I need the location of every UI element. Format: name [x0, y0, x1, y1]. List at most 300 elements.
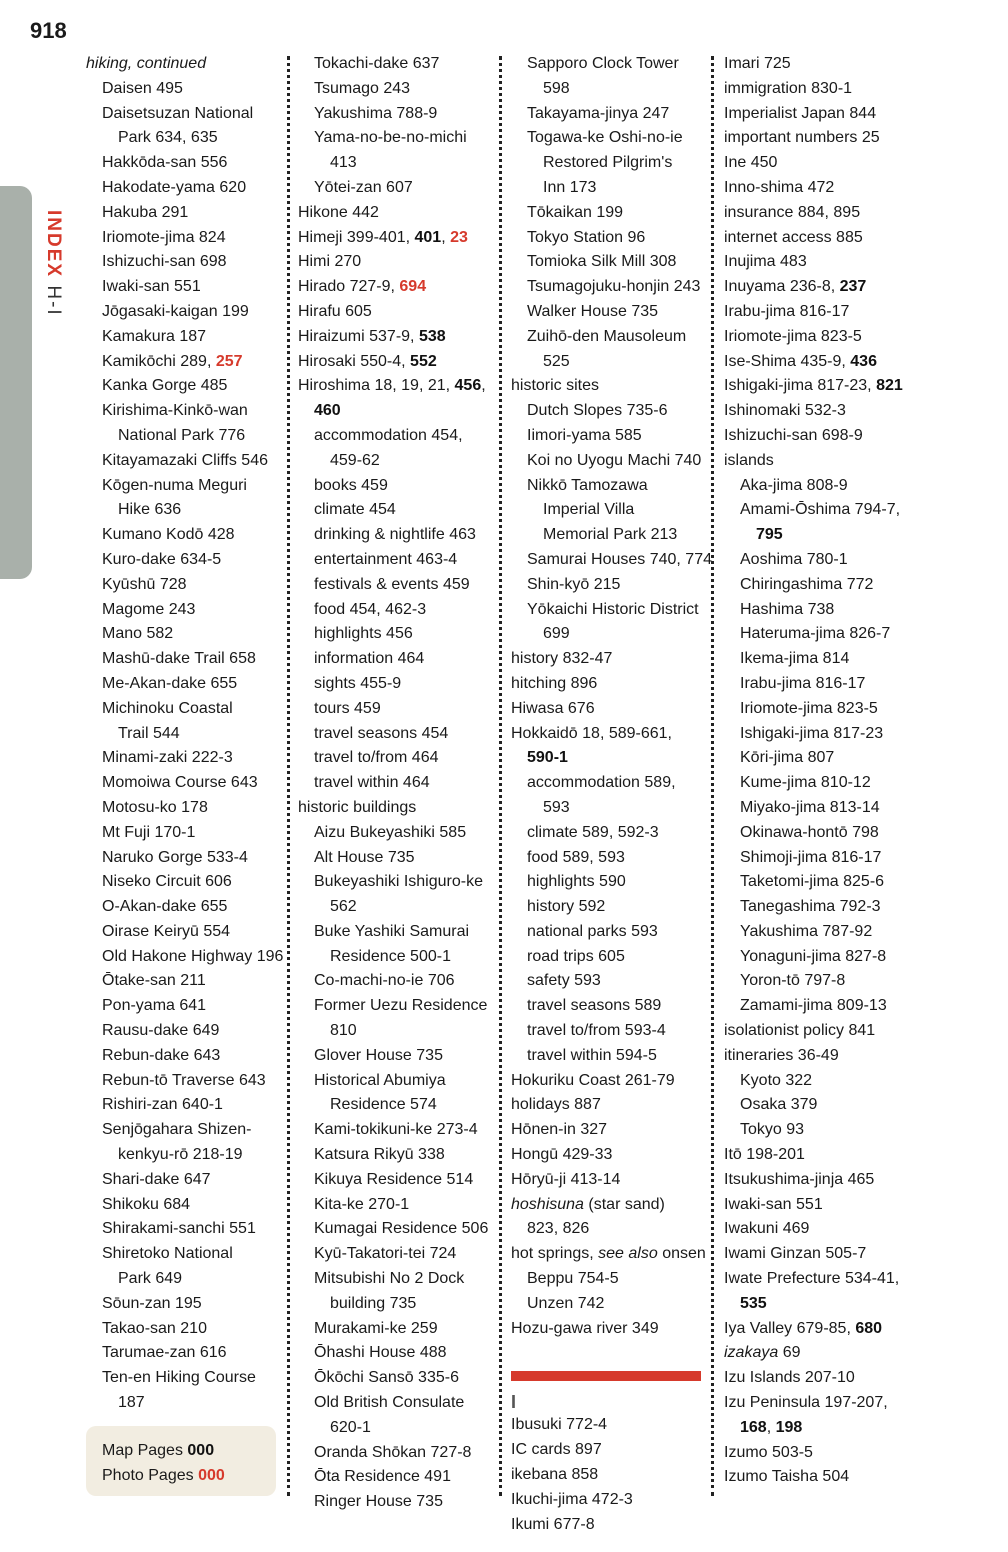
entry-text: important numbers 25 [724, 129, 880, 147]
entry-line [314, 1143, 488, 1168]
entry-text: 620-1 [330, 1418, 371, 1436]
index-subentry [86, 672, 276, 697]
index-subentry [298, 523, 488, 548]
entry-text: drinking & nightlife 463 [314, 526, 476, 544]
entry-text: Ikema-jima 814 [740, 650, 850, 668]
entry-text: Inn 173 [543, 178, 597, 196]
entry-line [314, 870, 488, 895]
entry-line [314, 746, 488, 771]
entry-text: Kyū-Takatori-tei 724 [314, 1245, 457, 1263]
entry-text: historic buildings [298, 798, 417, 816]
index-subentry [86, 399, 276, 449]
entry-line [724, 275, 914, 300]
index-subentry [298, 424, 488, 474]
index-subentry [511, 994, 701, 1019]
index-subentry [298, 1118, 488, 1143]
entry-text: Itō 198-201 [724, 1146, 805, 1164]
entry-line [314, 449, 488, 474]
entry-text: Irabu-jima 816-17 [724, 302, 850, 320]
index-entry [724, 250, 914, 275]
index-subentry [724, 1069, 914, 1094]
entry-text: Sōun-zan 195 [102, 1294, 202, 1312]
entry-text: Ōta Residence 491 [314, 1468, 451, 1486]
entry-text: Aizu Bukeyashiki 585 [314, 823, 467, 841]
index-entry [724, 1143, 914, 1168]
entry-text: Itsukushima-jinja 465 [724, 1170, 875, 1188]
entry-text: Yama-no-be-no-michi [314, 129, 467, 147]
entry-text: Ishigaki-jima 817-23 [740, 724, 884, 742]
entry-text: Rebun-tō Traverse 643 [102, 1071, 266, 1089]
entry-line [102, 945, 284, 970]
index-subentry [511, 325, 701, 375]
entry-line [527, 895, 701, 920]
entry-text: onsen [657, 1245, 706, 1263]
page-number: 918 [30, 18, 67, 43]
entry-text: Yakushima 788-9 [314, 104, 438, 122]
index-subentry [298, 821, 488, 846]
entry-text: , [441, 228, 451, 246]
index-entry [511, 1488, 701, 1513]
index-entry [724, 102, 914, 127]
index-subentry [298, 746, 488, 771]
index-subentry [511, 920, 701, 945]
entry-line [527, 969, 701, 994]
index-subentry [724, 821, 914, 846]
entry-text: hitching 896 [511, 674, 598, 692]
entry-line [314, 1292, 488, 1317]
entry-text: Historical Abumiya [314, 1071, 446, 1089]
entry-text: Kita-ke 270-1 [314, 1195, 410, 1213]
entry-text: (star sand) [583, 1195, 665, 1213]
entry-text: Hakkōda-san 556 [102, 154, 228, 172]
index-subentry [511, 126, 701, 200]
index-subentry [724, 573, 914, 598]
entry-line [527, 945, 701, 970]
entry-text: Kamakura 187 [102, 327, 207, 345]
entry-line [740, 498, 914, 523]
entry-line [511, 1488, 701, 1513]
entry-line [511, 1463, 701, 1488]
entry-text: Hateruma-jima 826-7 [740, 625, 891, 643]
entry-line [298, 374, 488, 399]
photo-page-ref: 694 [399, 278, 427, 296]
entry-text: books 459 [314, 476, 388, 494]
index-subentry [511, 399, 701, 424]
entry-line [102, 598, 276, 623]
index-subentry [298, 52, 488, 77]
entry-text: Iriomote-jima 823-5 [740, 699, 878, 717]
entry-line [102, 424, 276, 449]
entry-text: Rausu-dake 649 [102, 1022, 220, 1040]
index-subentry [724, 846, 914, 871]
entry-line [314, 1242, 488, 1267]
entry-text: ikebana 858 [511, 1466, 599, 1484]
entry-line [511, 647, 701, 672]
entry-line [511, 746, 701, 771]
entry-text: Senjōgahara Shizen- [102, 1121, 252, 1139]
index-entry [724, 1267, 914, 1317]
entry-text: Yonaguni-jima 827-8 [740, 947, 887, 965]
entry-text: , [766, 1418, 776, 1436]
entry-line [527, 994, 701, 1019]
entry-line [527, 151, 701, 176]
entry-text: Tōkaikan 199 [527, 203, 624, 221]
entry-line [527, 598, 701, 623]
entry-line [511, 1069, 701, 1094]
entry-line [102, 523, 276, 548]
entry-line [511, 1193, 701, 1218]
entry-line [102, 1341, 276, 1366]
entry-text: Zuihō-den Mausoleum [527, 327, 687, 345]
entry-line [102, 622, 276, 647]
entry-line [527, 523, 701, 548]
entry-text: Beppu 754-5 [527, 1270, 619, 1288]
entry-line [102, 474, 276, 499]
entry-line [314, 846, 488, 871]
index-subentry [724, 796, 914, 821]
index-entry [724, 52, 914, 77]
entry-line [314, 1093, 488, 1118]
entry-line [724, 1217, 914, 1242]
entry-text: Daisetsuzan National [102, 104, 254, 122]
entry-line [740, 870, 914, 895]
index-subentry [86, 474, 276, 524]
entry-text: Tanegashima 792-3 [740, 898, 881, 916]
index-subentry [86, 1317, 276, 1342]
entry-text: Ise-Shima 435-9, [724, 352, 851, 370]
entry-text: Trail 544 [118, 724, 180, 742]
entry-text: Hozu-gawa river 349 [511, 1319, 659, 1337]
entry-line [298, 350, 488, 375]
index-entry [298, 300, 488, 325]
entry-text: travel seasons 589 [527, 997, 662, 1015]
map-page-ref: 456 [454, 377, 482, 395]
entry-line [511, 1317, 701, 1342]
index-subentry [86, 622, 276, 647]
entry-text: Ikuchi-jima 472-3 [511, 1490, 633, 1508]
index-subentry [298, 1391, 488, 1441]
entry-line [740, 920, 914, 945]
entry-text: climate 589, 592-3 [527, 823, 659, 841]
entry-text: Tsumagojuku-honjin 243 [527, 278, 701, 296]
index-subentry [724, 746, 914, 771]
entry-line [102, 325, 276, 350]
index-column-2 [298, 52, 488, 1515]
entry-text: travel within 594-5 [527, 1046, 657, 1064]
index-entry [724, 1317, 914, 1342]
index-entry [724, 1242, 914, 1267]
entry-line [527, 1292, 701, 1317]
column-divider [287, 56, 290, 1496]
index-subentry [86, 969, 276, 994]
entry-line [740, 598, 914, 623]
entry-text: Shiretoko National [102, 1245, 233, 1263]
index-subentry [298, 969, 488, 994]
entry-line [527, 622, 701, 647]
index-subentry [86, 920, 276, 945]
entry-text: Michinoku Coastal [102, 699, 233, 717]
index-entry [511, 1069, 701, 1094]
entry-text: Aoshima 780-1 [740, 550, 848, 568]
entry-text: Old British Consulate [314, 1394, 465, 1412]
entry-line [102, 151, 276, 176]
entry-line [740, 548, 914, 573]
entry-line [527, 474, 701, 499]
entry-text: insurance 884, 895 [724, 203, 861, 221]
entry-text: Kyūshū 728 [102, 575, 187, 593]
index-subentry [86, 647, 276, 672]
entry-text: Tomioka Silk Mill 308 [527, 253, 677, 271]
entry-text: Dutch Slopes 735-6 [527, 402, 668, 420]
map-page-ref: 401 [414, 228, 442, 246]
index-entry [724, 1391, 914, 1441]
entry-line [527, 325, 701, 350]
index-subentry [724, 498, 914, 548]
entry-line [724, 102, 914, 127]
index-entry [298, 226, 488, 251]
index-subentry [298, 1267, 488, 1317]
entry-line [102, 1391, 276, 1416]
entry-line [724, 374, 914, 399]
entry-line [740, 672, 914, 697]
entry-text: Naruko Gorge 533-4 [102, 848, 248, 866]
entry-line [527, 399, 701, 424]
entry-text: Memorial Park 213 [543, 526, 678, 544]
index-subentry [86, 374, 276, 399]
entry-text: Samurai Houses 740, 774 [527, 550, 712, 568]
index-subentry [86, 176, 276, 201]
entry-line [724, 52, 914, 77]
index-subentry [86, 1242, 276, 1292]
entry-line [102, 1143, 276, 1168]
entry-line [724, 1341, 914, 1366]
index-subentry [724, 945, 914, 970]
map-page-ref: 460 [314, 402, 341, 420]
entry-line [314, 176, 488, 201]
entry-text: history 592 [527, 898, 606, 916]
entry-text: Hashima 738 [740, 600, 835, 618]
index-subentry [86, 350, 276, 375]
entry-text: , [481, 377, 486, 395]
entry-text: Imari 725 [724, 55, 791, 72]
entry-line [314, 1044, 488, 1069]
entry-line [740, 994, 914, 1019]
index-entry [724, 1341, 914, 1366]
entry-line [102, 1069, 276, 1094]
index-entry [86, 52, 276, 77]
index-subentry [86, 1292, 276, 1317]
entry-line [102, 1093, 276, 1118]
index-entry [724, 275, 914, 300]
entry-line [314, 969, 488, 994]
index-subentry [86, 573, 276, 598]
entry-text: Restored Pilgrim's [543, 154, 673, 172]
entry-line [740, 945, 914, 970]
entry-line [724, 1416, 914, 1441]
entry-line [298, 796, 488, 821]
index-subentry [86, 598, 276, 623]
index-subentry [511, 474, 701, 548]
entry-line [102, 300, 276, 325]
index-subentry [86, 77, 276, 102]
entry-text: Ishizuchi-san 698 [102, 253, 227, 271]
entry-text: Hakuba 291 [102, 203, 189, 221]
entry-text: Hirafu 605 [298, 302, 372, 320]
entry-line [527, 77, 701, 102]
entry-text: Tsumago 243 [314, 79, 411, 97]
entry-text: 598 [543, 79, 570, 97]
index-subentry [86, 449, 276, 474]
entry-line [298, 201, 488, 226]
entry-text: festivals & events 459 [314, 575, 470, 593]
entry-line [314, 1118, 488, 1143]
entry-line [724, 176, 914, 201]
entry-line [724, 424, 914, 449]
index-subentry [86, 275, 276, 300]
entry-line [527, 102, 701, 127]
entry-text: hot springs, [511, 1245, 599, 1263]
entry-text: Izu Islands 207-10 [724, 1369, 855, 1387]
index-entry [298, 325, 488, 350]
entry-text: 699 [543, 625, 570, 643]
index-subentry [86, 325, 276, 350]
index-entry [298, 796, 488, 821]
entry-line [102, 1292, 276, 1317]
entry-text: Kōri-jima 807 [740, 749, 835, 767]
entry-text: national parks 593 [527, 922, 658, 940]
entry-text: Residence 500-1 [330, 947, 451, 965]
entry-line [527, 226, 701, 251]
entry-text: Murakami-ke 259 [314, 1319, 438, 1337]
entry-text: Irabu-jima 816-17 [740, 674, 866, 692]
entry-text: Bukeyashiki Ishiguro-ke [314, 873, 483, 891]
index-column-3 [511, 52, 712, 1537]
entry-text: Mitsubishi No 2 Dock [314, 1270, 465, 1288]
index-subentry [511, 1267, 701, 1292]
entry-line [527, 796, 701, 821]
index-subentry [298, 1341, 488, 1366]
entry-text: Minami-zaki 222-3 [102, 749, 233, 767]
entry-text: Motosu-ko 178 [102, 798, 208, 816]
entry-text: Hiwasa 676 [511, 699, 595, 717]
index-subentry [298, 994, 488, 1044]
entry-text: Glover House 735 [314, 1046, 443, 1064]
index-subentry [511, 226, 701, 251]
entry-line [511, 697, 701, 722]
index-subentry [298, 548, 488, 573]
column-divider [499, 56, 502, 1496]
entry-text: highlights 590 [527, 873, 626, 891]
index-subentry [724, 622, 914, 647]
entry-line [314, 697, 488, 722]
entry-text: Ine 450 [724, 154, 778, 172]
entry-text: travel seasons 454 [314, 724, 449, 742]
entry-line [298, 399, 488, 424]
entry-text: 69 [778, 1344, 801, 1362]
column-divider [711, 56, 714, 1496]
entry-line [740, 523, 914, 548]
entry-text: food 589, 593 [527, 848, 625, 866]
index-entry [298, 275, 488, 300]
index-subentry [511, 771, 701, 821]
map-page-ref: 535 [740, 1294, 767, 1312]
index-subentry [298, 77, 488, 102]
index-entry [511, 647, 701, 672]
entry-line [314, 1217, 488, 1242]
entry-line [298, 275, 488, 300]
legend-map-pages: Map Pages 000 [102, 1442, 215, 1459]
index-subentry [86, 746, 276, 771]
entry-line [102, 1366, 276, 1391]
entry-line [298, 300, 488, 325]
entry-text: Chiringashima 772 [740, 575, 874, 593]
entry-line [740, 969, 914, 994]
entry-text: immigration 830-1 [724, 79, 853, 97]
index-subentry [86, 548, 276, 573]
side-tab-label [42, 210, 64, 317]
index-subentry [298, 870, 488, 920]
index-entry [724, 1044, 914, 1069]
index-entry [724, 424, 914, 449]
index-subentry [86, 250, 276, 275]
index-entry [724, 176, 914, 201]
entry-text: travel to/from 464 [314, 749, 439, 767]
entry-line [102, 1044, 276, 1069]
entry-line [740, 746, 914, 771]
index-subentry [511, 275, 701, 300]
entry-text: holidays 887 [511, 1096, 601, 1114]
entry-line [527, 350, 701, 375]
entry-text: Hirosaki 550-4, [298, 352, 411, 370]
entry-text: sights 455-9 [314, 674, 402, 692]
entry-text: Iwakuni 469 [724, 1220, 810, 1238]
entry-line [102, 250, 276, 275]
entry-line [527, 424, 701, 449]
index-subentry [724, 697, 914, 722]
entry-line [527, 1267, 701, 1292]
entry-line [724, 226, 914, 251]
index-entry [724, 1168, 914, 1193]
entry-text: 187 [118, 1394, 145, 1412]
index-subentry [86, 300, 276, 325]
index-subentry [86, 796, 276, 821]
entry-text: internet access 885 [724, 228, 863, 246]
entry-line [314, 573, 488, 598]
index-column-1 [86, 52, 284, 1416]
entry-text: Iwaki-san 551 [102, 278, 201, 296]
index-entry [724, 77, 914, 102]
index-subentry [298, 1490, 488, 1515]
entry-text: Ibusuki 772-4 [511, 1416, 608, 1434]
entry-text: Yōtei-zan 607 [314, 178, 413, 196]
legend-photo-code: 000 [198, 1467, 225, 1484]
entry-line [102, 746, 276, 771]
index-subentry [86, 895, 276, 920]
index-subentry [724, 969, 914, 994]
entry-line [740, 573, 914, 598]
map-page-ref: 198 [775, 1418, 803, 1436]
index-subentry [86, 870, 276, 895]
entry-line [314, 1490, 488, 1515]
entry-line [314, 474, 488, 499]
entry-text: Iwami Ginzan 505-7 [724, 1245, 867, 1263]
index-subentry [511, 573, 701, 598]
index-subentry [298, 722, 488, 747]
entry-line [102, 994, 276, 1019]
entry-line [511, 1513, 701, 1538]
entry-line [724, 1168, 914, 1193]
entry-text: Amami-Ōshima 794-7, [740, 501, 901, 519]
